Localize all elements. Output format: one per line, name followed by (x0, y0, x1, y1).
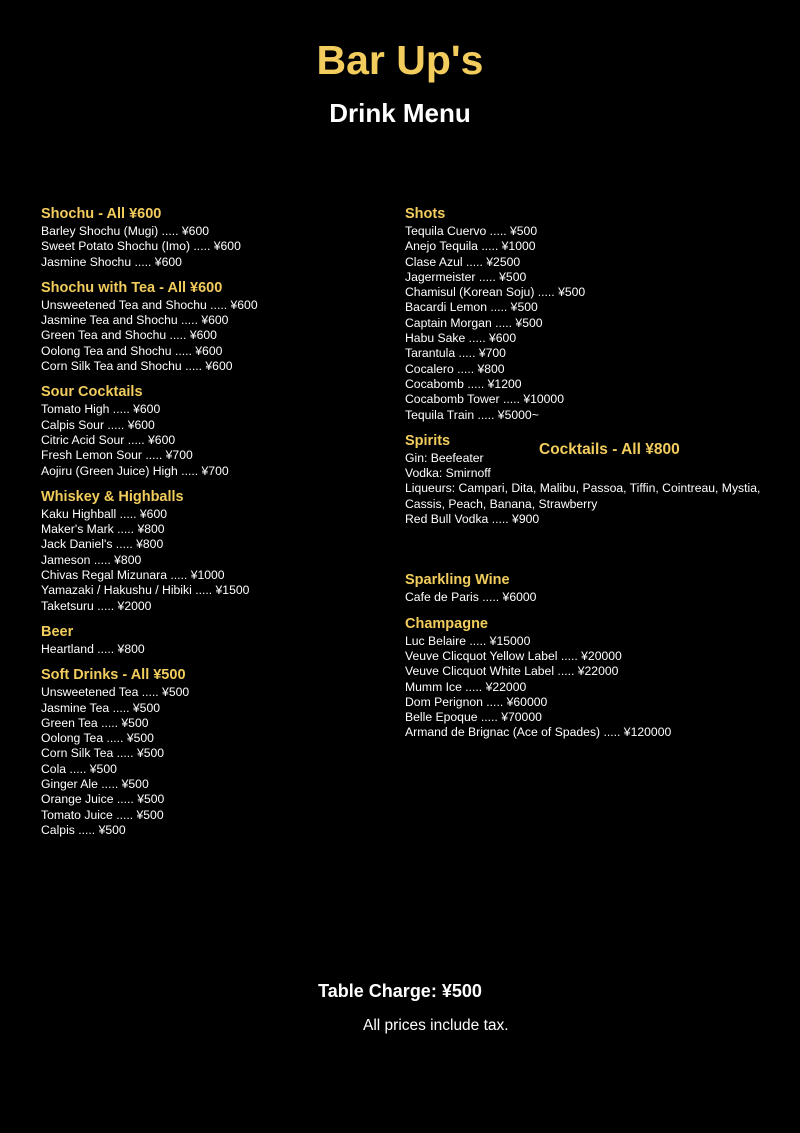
section-title-sparkling-wine: Sparkling Wine (405, 572, 510, 589)
menu-item: Captain Morgan ..... ¥500 (405, 315, 543, 330)
section-title: Whiskey & Highballs (41, 488, 184, 505)
tax-note: All prices include tax. (363, 1017, 509, 1034)
right-column (405, 205, 785, 750)
menu-section (41, 666, 381, 838)
menu-item: Orange Juice ..... ¥500 (41, 792, 165, 807)
table-charge: Table Charge: ¥500 (318, 981, 482, 1001)
menu-item: Anejo Tequila ..... ¥1000 (405, 239, 536, 254)
section-title: Beer (41, 623, 74, 640)
menu-item: Jameson ..... ¥800 (41, 552, 142, 567)
menu-item-list (41, 224, 381, 270)
menu-item: Tequila Cuervo ..... ¥500 (405, 224, 538, 238)
section-sparkling-wine (405, 571, 785, 605)
menu-item: Veuve Clicquot White Label ..... ¥22000 (405, 664, 619, 679)
menu-item: Jack Daniel's ..... ¥800 (41, 537, 164, 552)
menu-item: Ginger Ale ..... ¥500 (41, 777, 149, 792)
menu-item: Red Bull Vodka ..... ¥900 (405, 512, 540, 527)
section-shots (405, 205, 785, 423)
menu-item: Armand de Brignac (Ace of Spades) ..... ¥120000 (405, 725, 672, 740)
menu-item-list (41, 507, 381, 614)
menu-item: Tequila Train ..... ¥5000~ (405, 407, 539, 422)
menu-item: Corn Silk Tea and Shochu ..... ¥600 (41, 359, 233, 374)
champagne-list (405, 634, 785, 741)
sparkling-wine-list (405, 590, 785, 605)
menu-item: Fresh Lemon Sour ..... ¥700 (41, 448, 193, 463)
menu-item: Jagermeister ..... ¥500 (405, 269, 527, 284)
menu-section (41, 279, 381, 374)
menu-item: Dom Perignon ..... ¥60000 (405, 694, 548, 709)
menu-item: Green Tea ..... ¥500 (41, 715, 149, 730)
menu-item: Jasmine Tea ..... ¥500 (41, 700, 161, 715)
menu-item: Barley Shochu (Mugi) ..... ¥600 (41, 224, 210, 238)
menu-item: Yamazaki / Hakushu / Hibiki ..... ¥1500 (41, 583, 250, 598)
menu-item: Sweet Potato Shochu (Imo) ..... ¥600 (41, 239, 241, 254)
menu-section (41, 205, 381, 270)
menu-item: Oolong Tea ..... ¥500 (41, 731, 154, 746)
menu-item: Green Tea and Shochu ..... ¥600 (41, 328, 217, 343)
menu-item: Aojiru (Green Juice) High ..... ¥700 (41, 463, 229, 478)
section-title: Sour Cocktails (41, 384, 143, 401)
menu-item: Gin: Beefeater (405, 450, 484, 465)
menu-item: Taketsuru ..... ¥2000 (41, 598, 152, 613)
menu-item: Habu Sake ..... ¥600 (405, 331, 517, 346)
menu-item: Clase Azul ..... ¥2500 (405, 254, 521, 269)
menu-item-list (41, 298, 381, 374)
menu-item: Calpis ..... ¥500 (41, 822, 126, 837)
menu-item: Liqueurs: Campari, Dita, Malibu, Passoa, Tiffin, Cointreau, Mystia, Cassis, Peach, Banana, Strawberry (405, 481, 761, 511)
menu-item: Cocabomb Tower ..... ¥10000 (405, 392, 564, 407)
menu-subtitle: Drink Menu (329, 98, 471, 128)
menu-item: Jasmine Tea and Shochu ..... ¥600 (41, 313, 229, 328)
menu-item: Oolong Tea and Shochu ..... ¥600 (41, 343, 223, 358)
menu-item-list (41, 642, 381, 657)
section-champagne (405, 615, 785, 741)
menu-item: Calpis Sour ..... ¥600 (41, 417, 155, 432)
menu-item: Cocalero ..... ¥800 (405, 361, 505, 376)
menu-item: Cocabomb ..... ¥1200 (405, 376, 522, 391)
menu-item: Heartland ..... ¥800 (41, 641, 145, 656)
menu-item: Unsweetened Tea ..... ¥500 (41, 685, 190, 700)
spirits-list (405, 451, 785, 527)
menu-item-list (41, 685, 381, 838)
menu-item: Vodka: Smirnoff (405, 466, 491, 481)
section-title: Shochu with Tea - All ¥600 (41, 279, 223, 296)
section-title-shots: Shots (405, 206, 446, 222)
menu-item: Chivas Regal Mizunara ..... ¥1000 (41, 568, 225, 583)
section-title: Shochu - All ¥600 (41, 206, 162, 222)
menu-section (41, 623, 381, 657)
menu-item: Tomato Juice ..... ¥500 (41, 807, 164, 822)
section-title-spirits: Spirits (405, 432, 451, 449)
shots-list (405, 224, 785, 423)
menu-item: Corn Silk Tea ..... ¥500 (41, 746, 165, 761)
menu-item: Luc Belaire ..... ¥15000 (405, 633, 531, 648)
menu-item: Tomato High ..... ¥600 (41, 402, 161, 417)
menu-item: Jasmine Shochu ..... ¥600 (41, 254, 182, 269)
menu-item: Citric Acid Sour ..... ¥600 (41, 432, 176, 447)
menu-item: Cafe de Paris ..... ¥6000 (405, 590, 537, 605)
menu-item-list (41, 402, 381, 478)
menu-item: Mumm Ice ..... ¥22000 (405, 679, 527, 694)
section-title-champagne: Champagne (405, 615, 488, 632)
menu-item: Belle Epoque ..... ¥70000 (405, 710, 542, 725)
menu-item: Bacardi Lemon ..... ¥500 (405, 300, 538, 315)
section-title: Soft Drinks - All ¥500 (41, 667, 186, 684)
menu-item: Cola ..... ¥500 (41, 761, 117, 776)
menu-item: Chamisul (Korean Soju) ..... ¥500 (405, 285, 586, 300)
left-column (41, 205, 381, 847)
menu-section (41, 383, 381, 478)
menu-item: Veuve Clicquot Yellow Label ..... ¥20000 (405, 648, 622, 663)
menu-section (41, 488, 381, 614)
menu-item: Unsweetened Tea and Shochu ..... ¥600 (41, 297, 258, 312)
menu-item: Tarantula ..... ¥700 (405, 346, 506, 361)
cocktails-price-note: Cocktails - All ¥800 (539, 441, 680, 458)
menu-title: Bar Up's (316, 37, 484, 83)
menu-item: Maker's Mark ..... ¥800 (41, 522, 165, 537)
menu-item: Kaku Highball ..... ¥600 (41, 506, 168, 521)
